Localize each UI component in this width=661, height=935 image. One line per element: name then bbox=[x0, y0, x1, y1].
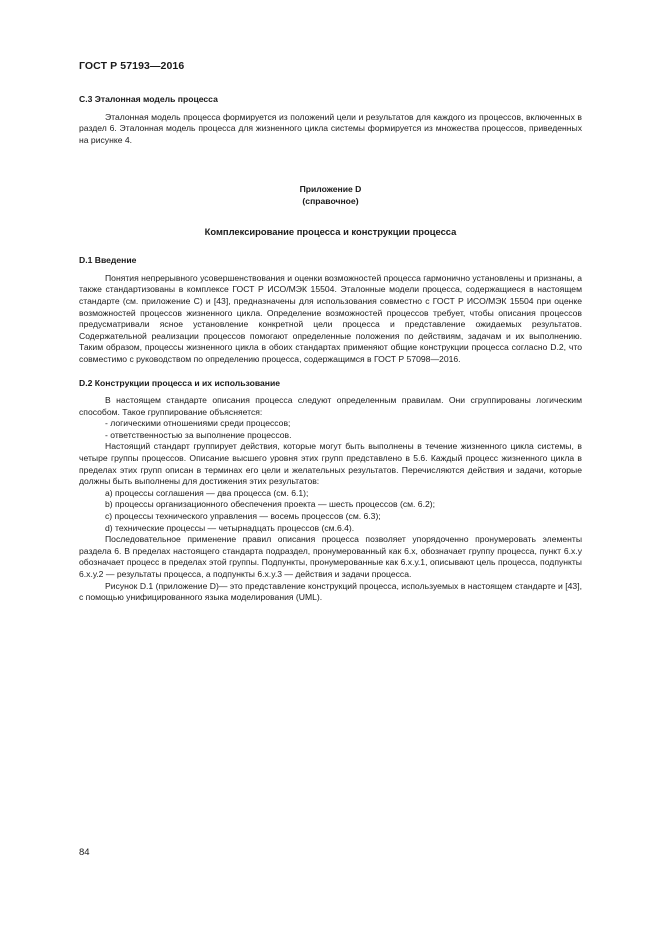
standard-header: ГОСТ Р 57193—2016 bbox=[79, 60, 185, 72]
page-content bbox=[79, 94, 582, 604]
section-d1-paragraph: Понятия непрерывного усовершенствования и оценки возможностей процесса гармонично установлены и признаны, а также стандартизованы в комплексе ГОСТ Р ИСО/МЭК 15504. Эталонные модели процесса, содержащиеся в настоящем стандарте (см. приложение С) и [43], предназначены для использования совместно с ГОСТ Р ИСО/МЭК 15504 при оценке возможностей процессов жизненного цикла. Определение возможностей процессов требует, чтобы описания процессов предусматривали ясное установление конкретной цели процесса и представление ожидаемых результатов. Содержательной реализации процессов помогают определенные положения по действиям, задачам и их выполнению. Таким образом, процессы жизненного цикла в обоих стандартах применяют общие конструкции процесса согласно D.2, что совместимо с руководством по определению процесса, содержащимся в ГОСТ Р 57098—2016. bbox=[79, 272, 582, 364]
section-d2-bullet-2: - ответственностью за выполнение процессов. bbox=[105, 429, 292, 440]
section-d2-title: D.2 Конструкции процесса и их использование bbox=[79, 377, 281, 388]
page-number: 84 bbox=[79, 847, 90, 858]
annex-name: Приложение D bbox=[299, 184, 362, 195]
section-d2-paragraph-2: Настоящий стандарт группирует действия, которые могут быть выполнены в течение жизненного цикла системы, в четыре группы процессов. Описание высшего уровня этих групп представлено в 5.6. Каждый процесс жизненного цикла в пределах этих групп описан в терминах его цели и желательных результатов. Перечисляются действия и задачи, которые должны быть выполнены для достижения этих результатов: bbox=[79, 441, 582, 487]
section-c3-title: C.3 Эталонная модель процесса bbox=[79, 94, 218, 104]
section-d2-item-b: b) процессы организационного обеспечения проекта — шесть процессов (см. 6.2); bbox=[105, 499, 435, 510]
section-d2-item-a: a) процессы соглашения — два процесса (см. 6.1); bbox=[105, 487, 309, 498]
section-d2-item-d: d) технические процессы — четырнадцать процессов (см.6.4). bbox=[105, 522, 355, 533]
section-d2-paragraph-4: Рисунок D.1 (приложение D)— это представление конструкций процесса, используемых в настоящем стандарте и [43], с помощью унифицированного языка моделирования (UML). bbox=[79, 580, 582, 603]
section-c3-paragraph: Эталонная модель процесса формируется из положений цели и результатов для каждого из процессов, включенных в раздел 6. Эталонная модель процесса для жизненного цикла системы формируется из множества процессов, приведенных на рисунке 4. bbox=[79, 111, 582, 145]
section-d2-paragraph-3: Последовательное применение правил описания процесса позволяет упорядоченно пронумеровать элементы раздела 6. В пределах настоящего стандарта подраздел, пронумерованный как 6.x, обозначает группу процесса, пункт 6.х.у обозначает процесс в пределах этой группы. Подпункты, пронумерованные как 6.х.у.1, описывают цель процесса, подпункты 6.х.у.2 — результаты процесса, а подпункты 6.x.y.3 — действия и задачи процесса. bbox=[79, 534, 582, 579]
annex-title: Комплексирование процесса и конструкции процесса bbox=[204, 225, 457, 237]
annex-kind: (справочное) bbox=[302, 195, 359, 206]
section-d1-title: D.1 Введение bbox=[79, 255, 137, 266]
section-d2-paragraph-1: В настоящем стандарте описания процесса следуют определенным правилам. Они сгруппированы логическим способом. Такое группирование объясняется: bbox=[79, 395, 582, 417]
section-d2-bullet-1: - логическими отношениями среди процессов; bbox=[105, 418, 291, 429]
section-d2-item-c: c) процессы технического управления — восемь процессов (см. 6.3); bbox=[105, 511, 381, 522]
